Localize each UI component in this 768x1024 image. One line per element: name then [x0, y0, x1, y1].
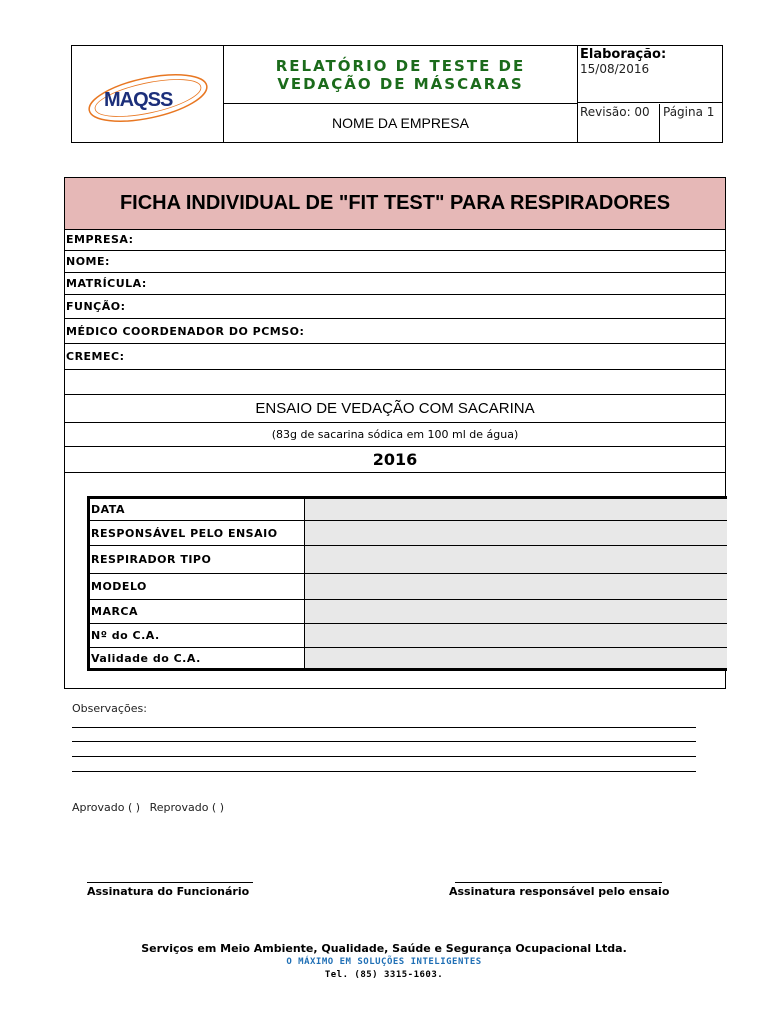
pagina: Página 1	[663, 105, 715, 119]
company-name: NOME DA EMPRESA	[224, 104, 578, 142]
value-numero-ca[interactable]	[305, 624, 727, 647]
responsible-signature-label: Assinatura responsável pelo ensaio	[449, 885, 670, 898]
document-header	[71, 45, 723, 143]
label-respirador-tipo: RESPIRADOR TIPO	[90, 546, 305, 573]
field-medico-coordenador[interactable]: MÉDICO COORDENADOR DO PCMSO:	[65, 319, 725, 344]
report-title-line1: RELATÓRIO DE TESTE DE	[275, 56, 526, 75]
value-responsavel[interactable]	[305, 521, 727, 545]
field-empresa[interactable]: EMPRESA:	[65, 229, 725, 251]
row-respirador-tipo	[90, 546, 727, 574]
footer-slogan: O MÁXIMO EM SOLUÇÕES INTELIGENTES	[286, 957, 482, 967]
employee-signature-line[interactable]	[87, 882, 253, 883]
value-validade-ca[interactable]	[305, 648, 727, 668]
value-modelo[interactable]	[305, 574, 727, 599]
elaboracao-label: Elaboração:	[580, 47, 667, 62]
field-matricula[interactable]: MATRÍCULA:	[65, 273, 725, 295]
value-respirador-tipo[interactable]	[305, 546, 727, 573]
ensaio-subtitle: (83g de sacarina sódica em 100 ml de água)	[65, 423, 725, 447]
reprovado-checkbox[interactable]: Reprovado ( )	[149, 801, 225, 814]
ensaio-title: ENSAIO DE VEDAÇÃO COM SACARINA	[65, 395, 725, 423]
value-marca[interactable]	[305, 600, 727, 623]
aprovado-checkbox[interactable]: Aprovado ( )	[72, 801, 141, 814]
blank-row	[65, 370, 725, 395]
observacoes-line[interactable]	[72, 756, 696, 757]
observacoes-label: Observações:	[72, 702, 147, 715]
approval-options	[72, 801, 230, 814]
row-responsavel	[90, 521, 727, 546]
ensaio-year: 2016	[65, 447, 725, 473]
observacoes-line[interactable]	[72, 771, 696, 772]
report-title-cell	[224, 46, 578, 104]
elaboracao-cell	[578, 46, 722, 103]
label-numero-ca: Nº do C.A.	[90, 624, 305, 647]
fit-test-form	[64, 177, 726, 689]
label-modelo: MODELO	[90, 574, 305, 599]
field-funcao[interactable]: FUNÇÃO:	[65, 295, 725, 319]
maqss-logo	[72, 46, 223, 142]
label-validade-ca: Validade do C.A.	[90, 648, 305, 668]
field-cremec[interactable]: CREMEC:	[65, 344, 725, 370]
observacoes-line[interactable]	[72, 727, 696, 728]
field-nome[interactable]: NOME:	[65, 251, 725, 273]
elaboracao-date: 15/08/2016	[580, 62, 650, 76]
report-title-line2: VEDAÇÃO DE MÁSCARAS	[277, 74, 524, 93]
footer-phone: Tel. (85) 3315-1603.	[324, 970, 444, 980]
footer-company: Serviços em Meio Ambiente, Qualidade, Saúde e Segurança Ocupacional Ltda.	[141, 942, 627, 955]
responsible-signature-line[interactable]	[455, 882, 662, 883]
revisao: Revisão: 00	[578, 104, 660, 142]
logo-text: MAQSS	[104, 89, 173, 111]
value-data[interactable]	[305, 499, 727, 520]
test-details-table	[87, 496, 727, 671]
label-data: DATA	[90, 499, 305, 520]
row-validade-ca	[90, 648, 727, 668]
label-marca: MARCA	[90, 600, 305, 623]
row-marca	[90, 600, 727, 624]
observacoes-line[interactable]	[72, 741, 696, 742]
row-modelo	[90, 574, 727, 600]
row-data	[90, 499, 727, 521]
form-title: FICHA INDIVIDUAL DE "FIT TEST" PARA RESPIRADORES	[65, 178, 725, 230]
label-responsavel: RESPONSÁVEL PELO ENSAIO	[90, 521, 305, 545]
row-numero-ca	[90, 624, 727, 648]
logo-cell	[72, 46, 224, 142]
employee-signature-label: Assinatura do Funcionário	[87, 885, 250, 898]
